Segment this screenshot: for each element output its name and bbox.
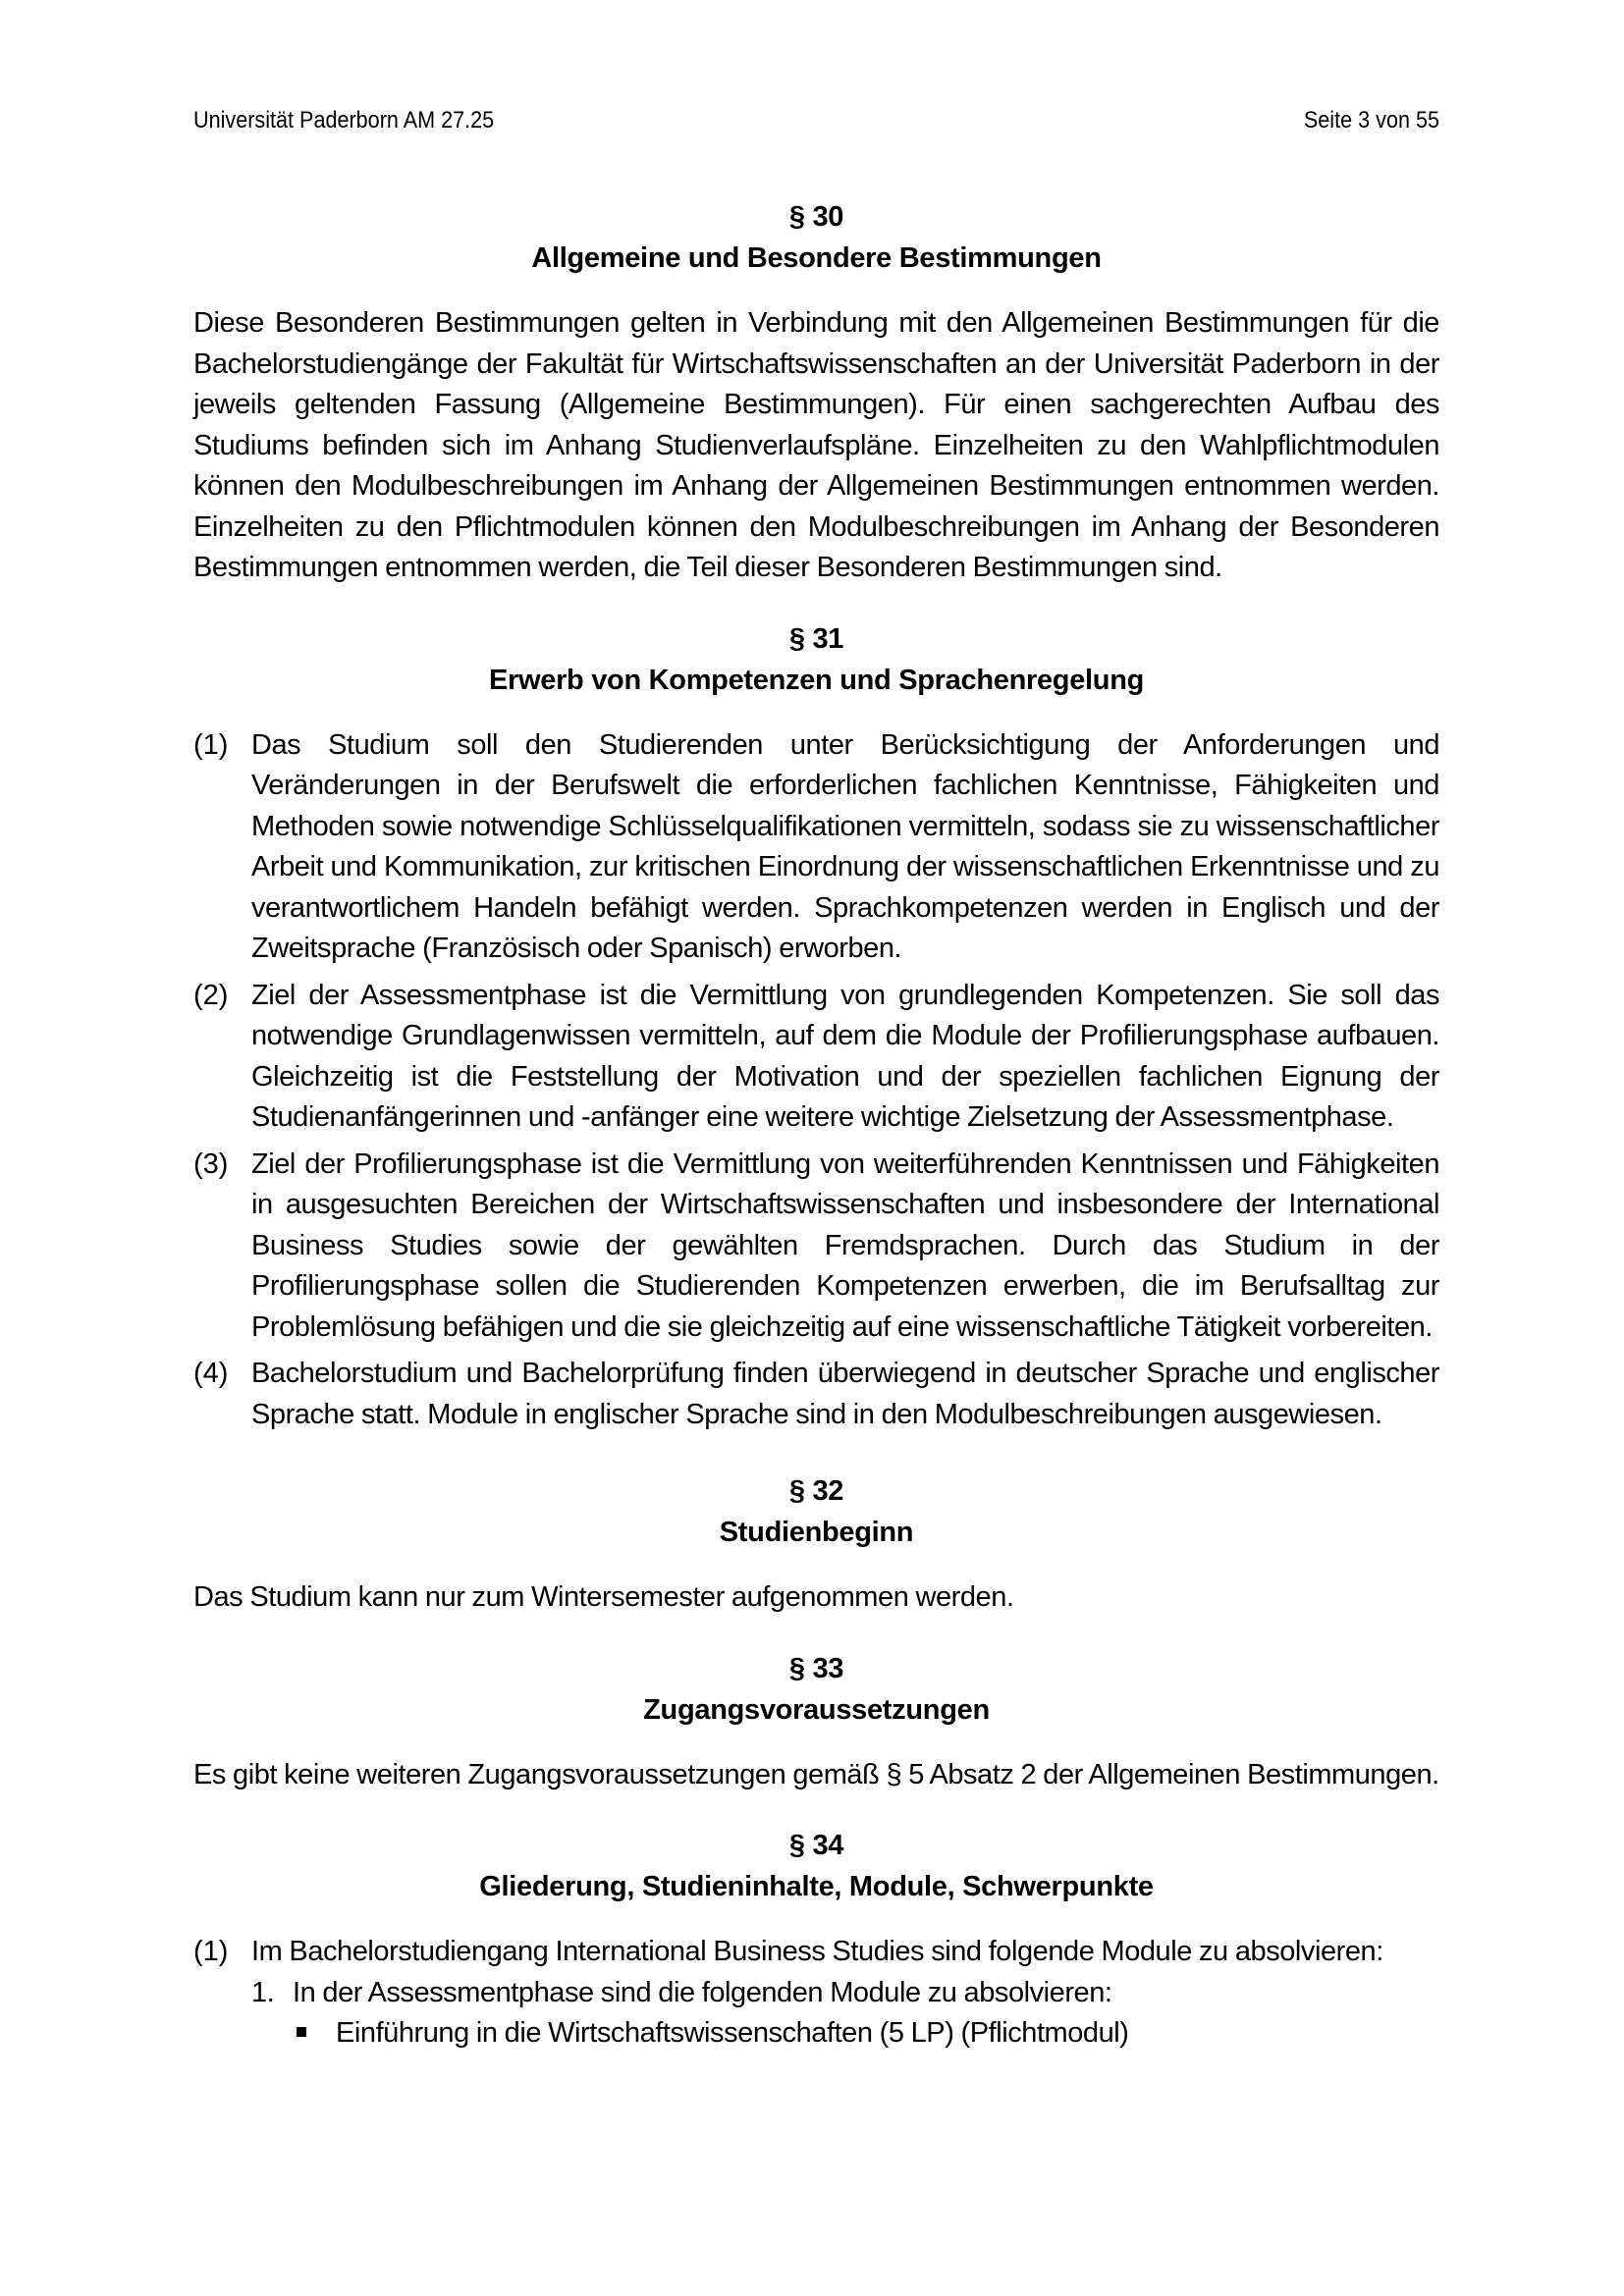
item-text: Im Bachelorstudiengang International Business Studies sind folgende Module zu absolvieren: [251,1936,1383,1967]
sub-item-text: In der Assessmentphase sind die folgenden Module zu absolvieren: [293,1976,1112,2008]
sub-list-item [251,1973,1439,2055]
bullet-item [293,2013,1439,2055]
section-number: § 31 [788,622,844,655]
section-paragraph: Es gibt keine weiteren Zugangsvoraussetzungen gemäß § 5 Absatz 2 der Allgemeinen Bestimmungen. [193,1758,1439,1790]
page-number: Seite 3 von 55 [1303,107,1439,133]
item-body [251,1932,1439,2055]
sub-item-body [293,1973,1439,2055]
list-item [193,1354,1439,1435]
list-item [193,725,1439,970]
running-header [193,106,1439,135]
section-34 [193,1825,1439,2055]
section-31 [193,618,1439,1436]
section-30 [193,196,1439,589]
section-title: Allgemeine und Besondere Bestimmungen [531,242,1102,274]
square-bullet-icon [293,2022,336,2042]
section-title: Erwerb von Kompetenzen und Sprachenregelung [488,664,1145,696]
section-paragraph: Diese Besonderen Bestimmungen gelten in Verbindung mit den Allgemeinen Bestimmungen für die Bachelorstudiengänge der Fakultät für Wirtschaftswissenschaften an der Universität Paderborn in der jeweils geltenden Fassung (Allgemeine Bestimmungen). Für einen sachgerechten Aufbau des Studiums befinden sich im Anhang Studienverlaufspläne. Einzelheiten zu den Wahlpflichtmodulen können den Modulbeschreibungen im Anhang der Allgemeinen Bestimmungen entnommen werden. Einzelheiten zu den Pflichtmodulen können den Modulbeschreibungen im Anhang der Besonderen Bestimmungen entnommen werden, die Teil dieser Besonderen Bestimmungen sind. [193,307,1439,583]
section-paragraph: Das Studium kann nur zum Wintersemester aufgenommen werden. [193,1581,1014,1613]
section-number: § 32 [788,1475,844,1507]
section-number: § 30 [788,201,844,233]
item-text: Das Studium soll den Studierenden unter Berücksichtigung der Anforderungen und Veränderungen in der Berufswelt die erforderlichen fachlichen Kenntnisse, Fähigkeiten und Methoden sowie notwendige Schlüsselqualifikationen vermitteln, sodass sie zu wissenschaftlicher Arbeit und Kommunikation, zur kritischen Einordnung der wissenschaftlichen Erkenntnisse und zu verantwortlichem Handeln befähigt werden. Sprachkompetenzen werden in Englisch und der Zweitsprache (Französisch oder Spanisch) erworben. [251,728,1439,964]
item-number: (2) [193,979,229,1011]
header-left: Universität Paderborn AM 27.25 [193,107,495,133]
numbered-list [193,1932,1439,2055]
document-body [193,196,1439,2060]
section-number: § 34 [788,1830,844,1861]
numbered-list [193,725,1439,1436]
section-33 [193,1648,1439,1796]
item-number: (3) [193,1148,229,1180]
section-title: Studienbeginn [719,1517,914,1548]
item-number: (1) [193,1936,229,1967]
item-number: (4) [193,1358,229,1389]
item-text: Ziel der Assessmentphase ist die Vermittlung von grundlegenden Kompetenzen. Sie soll das notwendige Grundlagenwissen vermitteln, auf dem die Module der Profilierungsphase aufbauen. Gleichzeitig ist die Feststellung der Motivation und der speziellen fachlichen Eignung der Studienanfängerinnen und -anfänger eine weitere wichtige Zielsetzung der Assessmentphase. [251,979,1439,1133]
section-title: Gliederung, Studieninhalte, Module, Schwerpunkte [479,1871,1154,1902]
list-item [193,976,1439,1139]
item-text: Ziel der Profilierungsphase ist die Vermittlung von weiterführenden Kenntnissen und Fähigkeiten in ausgesuchten Bereichen der Wirtschaftswissenschaften und insbesondere der International Business Studies sowie der gewählten Fremdsprachen. Durch das Studium in der Profilierungsphase sollen die Studierenden Kompetenzen erwerben, die im Berufsalltag zur Problemlösung befähigen und die sie gleichzeitig auf eine wissenschaftliche Tätigkeit vorbereiten. [251,1148,1439,1343]
section-number: § 33 [788,1652,844,1684]
list-item [193,1932,1439,2055]
list-item [193,1145,1439,1349]
bullet-text: Einführung in die Wirtschaftswissenschaften (5 LP) (Pflichtmodul) [336,2017,1129,2049]
sub-list [251,1973,1439,2055]
sub-item-number: 1. [251,1976,275,2008]
item-number: (1) [193,728,229,761]
bullet-list [293,2013,1439,2055]
section-title: Zugangsvoraussetzungen [643,1693,990,1726]
section-32 [193,1470,1439,1619]
item-text: Bachelorstudium und Bachelorprüfung finden überwiegend in deutscher Sprache und englischer Sprache statt. Module in englischer Sprache sind in den Modulbeschreibungen ausgewiesen. [251,1358,1439,1430]
